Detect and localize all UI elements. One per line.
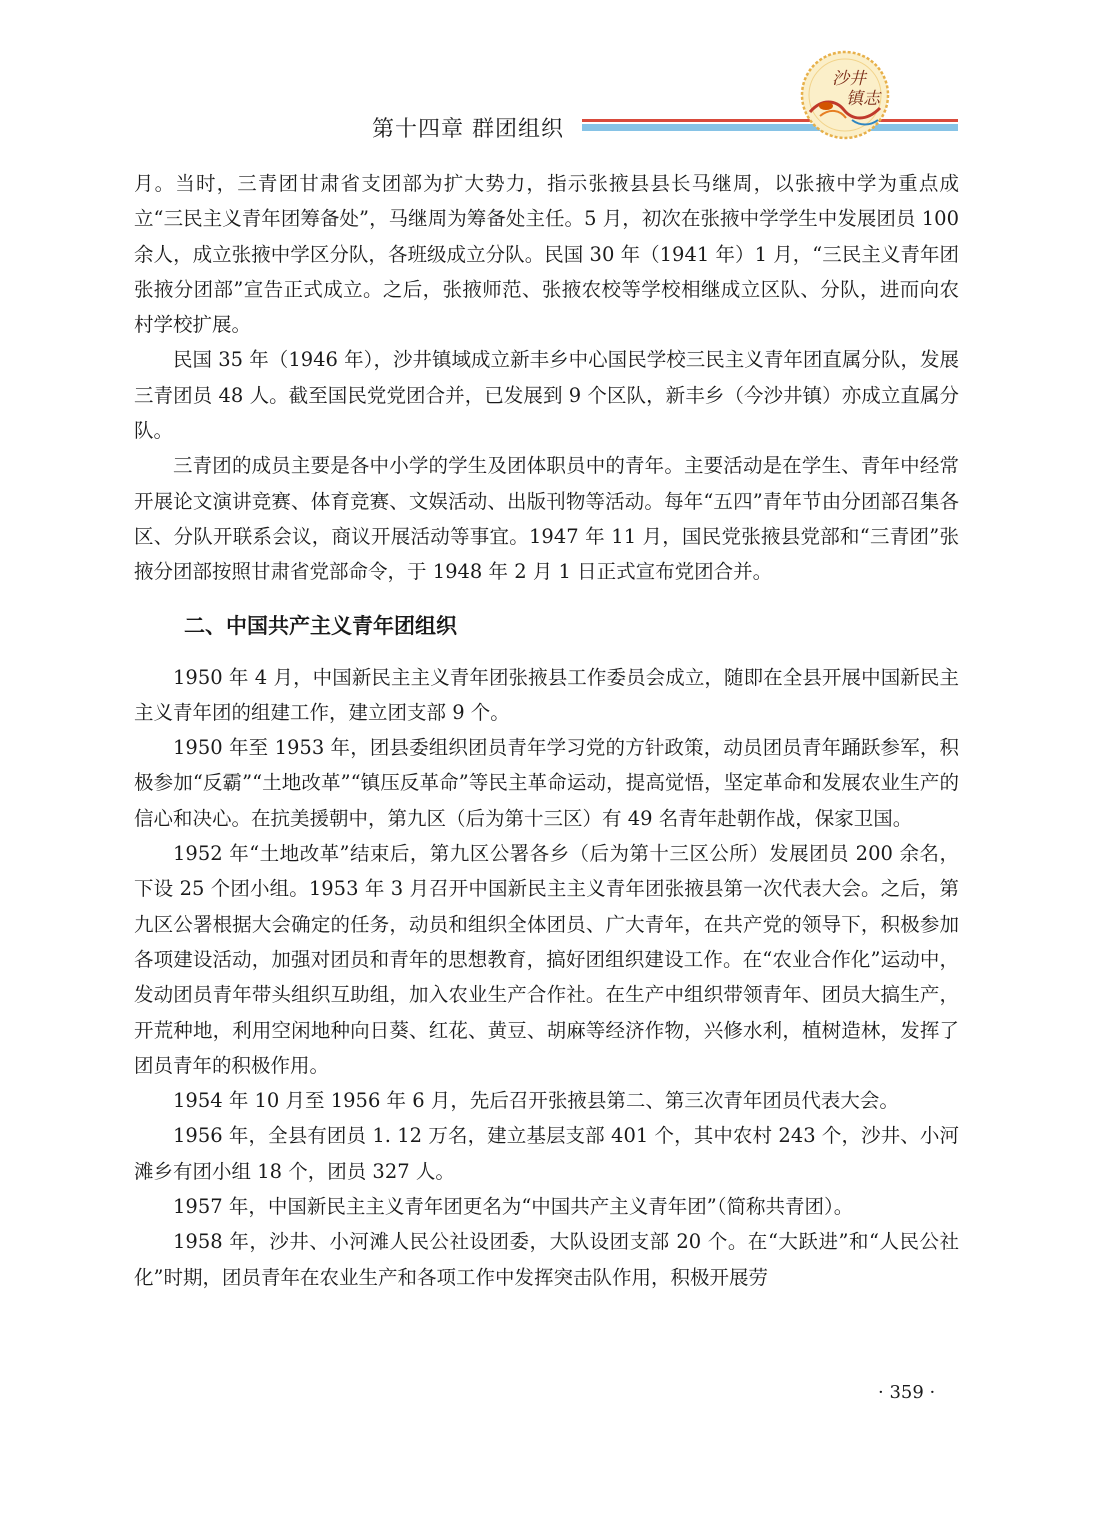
paragraph: 1950 年至 1953 年，团县委组织团员青年学习党的方针政策，动员团员青年踊跃参军，积极参加“反霸”“土地改革”“镇压反革命”等民主革命运动，提高觉悟，坚定革命和发展农业生产的信心和决心。在抗美援朝中，第九区（后为第十三区）有 49 名青年赴朝作战，保家卫国。 xyxy=(134,736,959,830)
paragraph: 1956 年，全县有团员 1. 12 万名，建立基层支部 401 个，其中农村 243 个，沙井、小河滩乡有团小组 18 个，团员 327 人。 xyxy=(134,1124,959,1183)
paragraph: 1952 年“土地改革”结束后，第九区公署各乡（后为第十三区公所）发展团员 200 余名，下设 25 个团小组。1953 年 3 月召开中国新民主主义青年团张掖县第一次代表大会。之后，第九区公署根据大会确定的任务，动员和组织全体团员、广大青年，在共产党的领导下，积极参加各项建设活动，加强对团员和青年的思想教育，搞好团组织建设工作。在“农业合作化”运动中，发动团员青年带头组织互助组，加入农业生产合作社。在生产中组织带领青年、团员大搞生产，开荒种地，利用空闲地种向日葵、红花、黄豆、胡麻等经济作物，兴修水利，植树造林，发挥了团员青年的积极作用。 xyxy=(134,842,959,1077)
paragraph: 月。当时，三青团甘肃省支团部为扩大势力，指示张掖县县长马继周，以张掖中学为重点成立“三民主义青年团筹备处”，马继周为筹备处主任。5 月，初次在张掖中学学生中发展团员 100 余人，成立张掖中学区分队，各班级成立分队。民国 30 年（1941 年）1 月，“三民主义青年团张掖分团部”宣告正式成立。之后，张掖师范、张掖农校等学校相继成立区队、分队，进而向农村学校扩展。 xyxy=(134,172,959,337)
chapter-title: 第十四章 群团组织 xyxy=(372,117,564,142)
header-rule-blue xyxy=(582,124,958,131)
header-rule xyxy=(582,119,958,135)
paragraph: 1957 年，中国新民主主义青年团更名为“中国共产主义青年团”（简称共青团）。 xyxy=(173,1195,854,1219)
paragraph: 1950 年 4 月，中国新民主主义青年团张掖县工作委员会成立，随即在全县开展中国新民主主义青年团的组建工作，建立团支部 9 个。 xyxy=(134,665,959,724)
seal-text-line2: 镇志 xyxy=(846,89,880,109)
paragraph: 1958 年，沙井、小河滩人民公社设团委，大队设团支部 20 个。在“大跃进”和“人民公社化”时期，团员青年在农业生产和各项工作中发挥突击队作用，积极开展劳 xyxy=(134,1230,959,1289)
page-body xyxy=(134,166,959,1295)
seal-text-line1: 沙井 xyxy=(832,69,866,89)
page-number: · 359 · xyxy=(878,1382,936,1403)
paragraph: 民国 35 年（1946 年），沙井镇域成立新丰乡中心国民学校三民主义青年团直属分队，发展三青团员 48 人。截至国民党党团合并，已发展到 9 个区队，新丰乡（今沙井镇）亦成立直属分队。 xyxy=(134,348,959,443)
header-rule-red xyxy=(582,119,958,122)
section-heading: 二、中国共产主义青年团组织 xyxy=(184,613,457,638)
paragraph: 三青团的成员主要是各中小学的学生及团体职员中的青年。主要活动是在学生、青年中经常开展论文演讲竞赛、体育竞赛、文娱活动、出版刊物等活动。每年“五四”青年节由分团部召集各区、分队开联系会议，商议开展活动等事宜。1947 年 11 月，国民党张掖县党部和“三青团”张掖分团部按照甘肃省党部命令，于 1948 年 2 月 1 日正式宣布党团合并。 xyxy=(134,454,959,584)
page-header xyxy=(0,0,1093,140)
paragraph: 1954 年 10 月至 1956 年 6 月，先后召开张掖县第二、第三次青年团员代表大会。 xyxy=(173,1089,899,1113)
town-chronicle-seal-logo xyxy=(800,50,890,140)
